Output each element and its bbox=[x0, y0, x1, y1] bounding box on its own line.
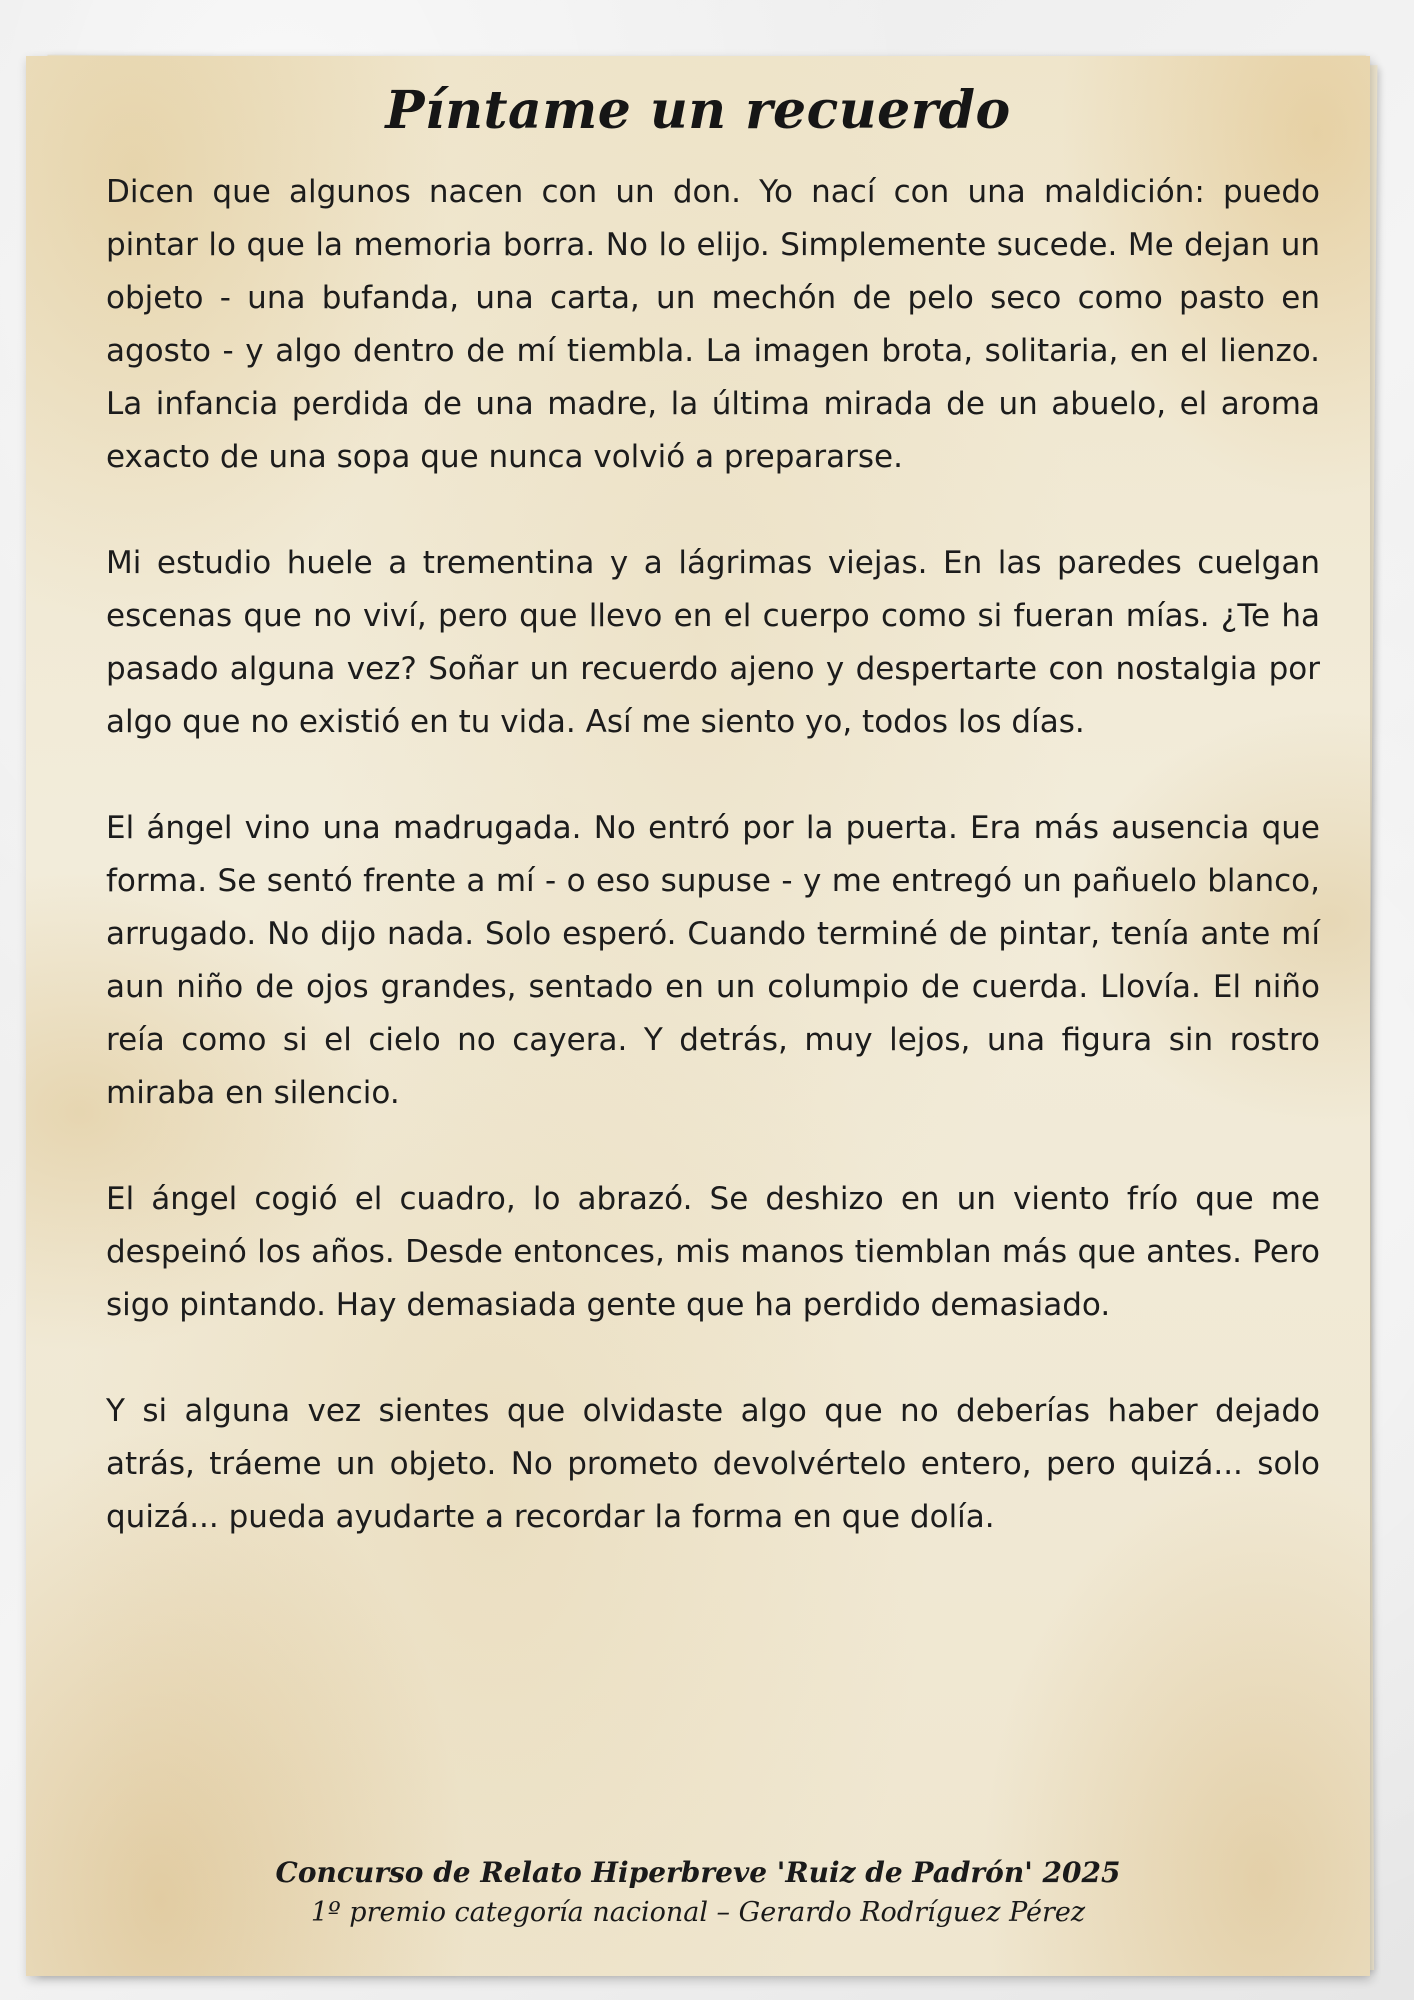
story-paragraph: Mi estudio huele a trementina y a lágrimas viejas. En las paredes cuelgan escenas que no viví, pero que llevo en el cuerpo como si fueran mías. ¿Te ha pasado alguna vez? Soñar un recuerdo ajeno y despertarte con nostalgia por algo que no existió en tu vida. Así me siento yo, todos los días. bbox=[106, 545, 1320, 740]
contest-name: Concurso de Relato Hiperbreve 'Ruiz de Padrón' 2025 bbox=[275, 1856, 1121, 1889]
story-paragraph: El ángel vino una madrugada. No entró por la puerta. Era más ausencia que forma. Se sentó frente a mí - o eso supuse - y me entregó un pañuelo blanco, arrugado. No dijo nada. Solo esperó. Cuando terminé de pintar, tenía ante mí aun niño de ojos grandes, sentado en un columpio de cuerda. Llovía. El niño reía como si el cielo no cayera. Y detrás, muy lejos, una figura sin rostro miraba en silencio. bbox=[106, 810, 1320, 1111]
paper-page bbox=[26, 56, 1370, 1976]
story-paragraph: Dicen que algunos nacen con un don. Yo nací con una maldición: puedo pintar lo que la memoria borra. No lo elijo. Simplemente sucede. Me dejan un objeto - una bufanda, una carta, un mechón de pelo seco como pasto en agosto - y algo dentro de mí tiembla. La imagen brota, solitaria, en el lienzo. La infancia perdida de una madre, la última mirada de un abuelo, el aroma exacto de una sopa que nunca volvió a prepararse. bbox=[106, 174, 1320, 475]
footer-credits bbox=[26, 1853, 1370, 1933]
story-title: Píntame un recuerdo bbox=[385, 80, 1011, 141]
story-body bbox=[106, 166, 1320, 1544]
award-author: 1º premio categoría nacional – Gerardo Rodríguez Pérez bbox=[310, 1897, 1086, 1928]
story-paragraph: Y si alguna vez sientes que olvidaste algo que no deberías haber dejado atrás, tráeme un objeto. No prometo devolvértelo entero, pero quizá... solo quizá... pueda ayudarte a recordar la forma en que dolía. bbox=[106, 1393, 1320, 1535]
story-paragraph: El ángel cogió el cuadro, lo abrazó. Se deshizo en un viento frío que me despeinó los años. Desde entonces, mis manos tiemblan más que antes. Pero sigo pintando. Hay demasiada gente que ha perdido demasiado. bbox=[106, 1181, 1320, 1323]
